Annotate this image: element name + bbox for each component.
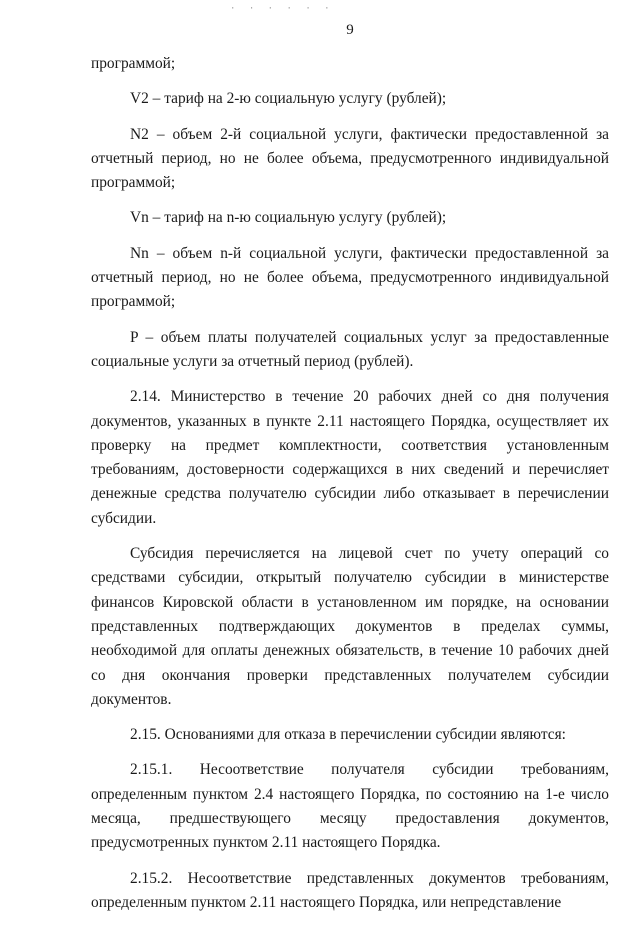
paragraph-2-15: 2.15. Основаниями для отказа в перечислении субсидии являются: xyxy=(130,726,566,744)
document-body xyxy=(91,52,609,926)
paragraph-v2-definition: V2 – тариф на 2-ю социальную услугу (рублей); xyxy=(130,90,447,108)
paragraph-vn-definition: Vn – тариф на n-ю социальную услугу (рублей); xyxy=(130,209,447,227)
paragraph-2-15-2: 2.15.2. Несоответствие представленных документов требованиям, определенным пунктом 2.11 настоящего Порядка, или непредставление xyxy=(91,869,609,911)
paragraph-2-15-1: 2.15.1. Несоответствие получателя субсидии требованиям, определенным пунктом 2.4 настоящего Порядка, по состоянию на 1-е число месяца, предшествующего месяцу предоставления документов, предусмотренных пунктом 2.11 настоящего Порядка. xyxy=(91,761,609,852)
paragraph-2-14: 2.14. Министерство в течение 20 рабочих дней со дня получения документов, указанных в пункте 2.11 настоящего Порядка, осуществляет их проверку на предмет комплектности, соответствия установленным требованиям, достоверности содержащихся в них сведений и перечисляет денежные средства получателю субсидии либо отказывает в перечислении субсидии. xyxy=(91,388,609,527)
paragraph-n2-definition: N2 – объем 2-й социальной услуги, фактически предоставленной за отчетный период, но не более объема, предусмотренного индивидуальной программой; xyxy=(91,125,609,192)
page-number: 9 xyxy=(346,22,354,38)
paragraph-continuation: программой; xyxy=(91,55,176,72)
scan-artifact: · · · · · · xyxy=(230,4,334,14)
paragraph-nn-definition: Nn – объем n-й социальной услуги, фактически предоставленной за отчетный период, но не более объема, предусмотренного индивидуальной программой; xyxy=(91,244,609,311)
paragraph-subsidy-transfer: Субсидия перечисляется на лицевой счет по учету операций со средствами субсидии, открытый получателю субсидии в министерстве финансов Кировской области в установленном им порядке, на основании представленных подтверждающих документов в пределах суммы, необходимой для оплаты денежных обязательств, в течение 10 рабочих дней со дня окончания проверки представленных получателем субсидии документов. xyxy=(91,545,609,708)
paragraph-p-definition: P – объем платы получателей социальных услуг за предоставленные социальные услуги за отчетный период (рублей). xyxy=(91,328,609,370)
